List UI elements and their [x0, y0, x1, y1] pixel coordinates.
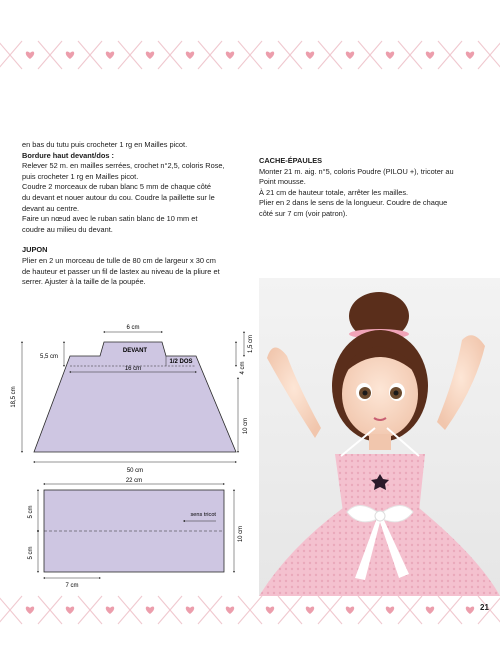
bordure-line: Faire un nœud avec le ruban satin blanc de 10 mm et — [22, 214, 198, 224]
right-column-text — [259, 156, 495, 220]
dim-top-width: 6 cm — [126, 325, 140, 331]
border-heart-icon — [466, 52, 474, 59]
jupon-line: serrer. Ajuster à la taille de la poupée. — [22, 277, 146, 287]
border-heart-icon — [266, 607, 274, 614]
bordure-line: puis crocheter 1 rg en Mailles picot. — [22, 171, 139, 181]
bordure-line: devant au centre. — [22, 203, 80, 213]
knit-direction-label: sens tricot — [190, 512, 216, 518]
dim-right-small-height: 1,5 cm — [248, 334, 254, 354]
border-heart-icon — [306, 52, 314, 59]
dim-wrap-bottom-width: 7 cm — [65, 583, 79, 589]
page-number: 21 — [480, 603, 489, 612]
label-demi-dos: 1/2 DOS — [169, 359, 193, 365]
cache-epaules-heading: CACHE-ÉPAULES — [259, 156, 323, 165]
dim-waist-width: 16 cm — [124, 366, 142, 372]
border-heart-icon — [426, 607, 434, 614]
border-heart-icon — [426, 52, 434, 59]
bordure-heading: Bordure haut devant/dos : — [22, 150, 114, 160]
dim-left-small-height: 5,5 cm — [40, 354, 59, 360]
left-column-text — [22, 140, 252, 288]
dim-left-total-height: 18,5 cm — [11, 386, 17, 408]
border-heart-icon — [66, 607, 74, 614]
shoulder-wrap-pattern-diagram — [0, 476, 258, 594]
bottom-decorative-border — [0, 590, 500, 630]
doll-photo — [259, 278, 500, 596]
jupon-line: Plier en 2 un morceau de tulle de 80 cm de largeur x 30 cm — [22, 255, 216, 265]
cache-epaules-line: Monter 21 m. aig. n°5, coloris Poudre (PILOU +), tricoter au — [259, 166, 454, 176]
border-heart-icon — [346, 607, 354, 614]
dress-pattern-shape — [34, 342, 236, 452]
dress-pattern-diagram — [0, 318, 258, 478]
dim-right-mid-height: 4 cm — [240, 361, 246, 375]
border-heart-icon — [226, 52, 234, 59]
border-heart-icon — [186, 52, 194, 59]
jupon-line: de hauteur et passer un fil de lastex au niveau de la pliure et — [22, 266, 220, 276]
border-heart-icon — [466, 607, 474, 614]
bordure-line: coudre au milieu du devant. — [22, 224, 113, 234]
border-heart-icon — [386, 52, 394, 59]
border-heart-icon — [26, 607, 34, 614]
border-heart-icon — [146, 52, 154, 59]
border-heart-icon — [66, 52, 74, 59]
dim-wrap-right-height: 10 cm — [238, 525, 244, 543]
border-heart-icon — [266, 52, 274, 59]
dim-right-skirt-height: 10 cm — [243, 417, 249, 435]
cache-epaules-line: Plier en 2 dans le sens de la longueur. Coudre de chaque — [259, 198, 448, 208]
border-heart-icon — [106, 52, 114, 59]
jupon-heading: JUPON — [22, 245, 48, 255]
border-heart-icon — [146, 607, 154, 614]
cache-epaules-line: À 21 cm de hauteur totale, arrêter les mailles. — [259, 187, 409, 197]
bordure-line: du devant et nouer autour du cou. Coudre la paillette sur le — [22, 192, 215, 202]
border-heart-icon — [346, 52, 354, 59]
bordure-line: Relever 52 m. en mailles serrées, crochet n°2,5, coloris Rose, — [22, 161, 225, 171]
top-decorative-border — [0, 35, 500, 75]
dim-wrap-top-width: 22 cm — [125, 478, 143, 484]
bordure-line: Coudre 2 morceaux de ruban blanc 5 mm de chaque côté — [22, 182, 211, 192]
border-heart-icon — [26, 52, 34, 59]
cache-epaules-line: côté sur 7 cm (voir patron). — [259, 208, 348, 218]
intro-line: en bas du tutu puis crocheter 1 rg en Mailles picot. — [22, 140, 188, 149]
border-heart-icon — [386, 607, 394, 614]
label-devant: DEVANT — [122, 348, 148, 354]
border-heart-icon — [306, 607, 314, 614]
cache-epaules-line: Point mousse. — [259, 177, 306, 187]
dim-bottom-width: 50 cm — [126, 468, 144, 474]
border-heart-icon — [226, 607, 234, 614]
border-heart-icon — [186, 607, 194, 614]
dim-wrap-left-bottom: 5 cm — [28, 546, 34, 560]
border-heart-icon — [106, 607, 114, 614]
dim-wrap-left-top: 5 cm — [28, 505, 34, 519]
